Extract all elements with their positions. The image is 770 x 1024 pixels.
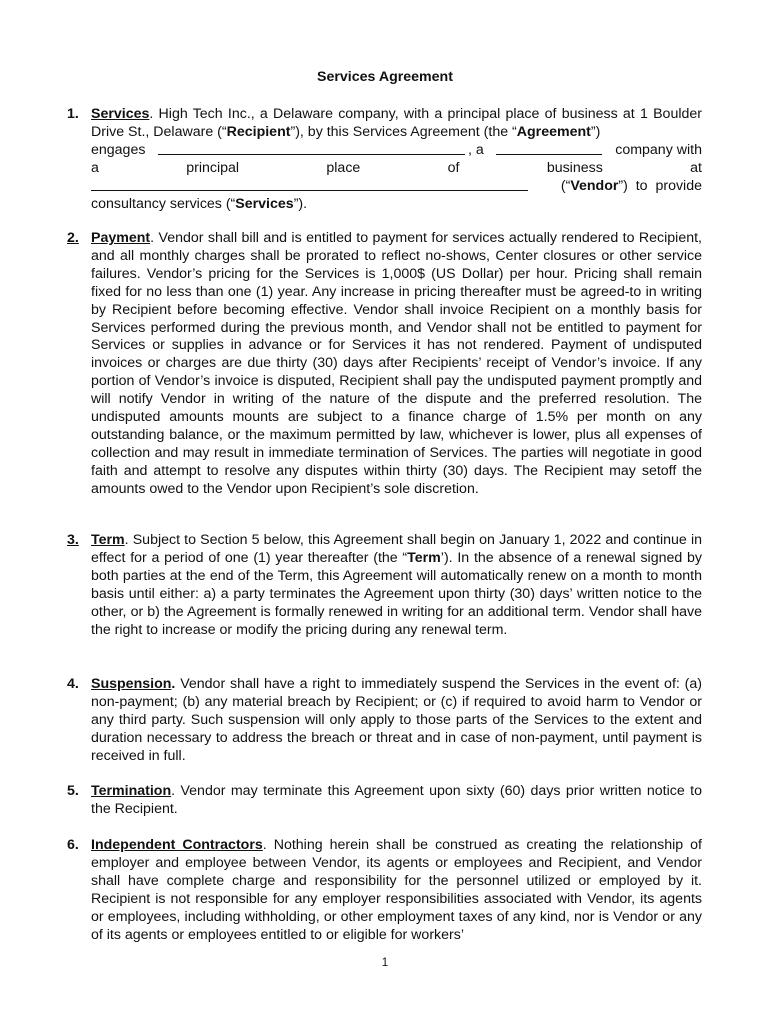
word: principal <box>186 159 240 176</box>
place-of-business-line <box>91 160 702 178</box>
defined-term-vendor: Vendor <box>570 177 619 194</box>
section-text: . Vendor may terminate this Agreement upon sixty (60) days prior written notice to the Recipient. <box>91 783 702 817</box>
section-text: . Subject to Section 5 below, this Agreement shall begin on January 1, 2022 and continue in effect for a period of one (1) year thereafter (the “ <box>91 532 702 566</box>
section-number: 1. <box>67 106 79 122</box>
section-text: . Vendor shall bill and is entitled to payment for services actually rendered to Recipient, and all monthly charges shall be prorated to reflect no-shows, Center closures or other service failures. Vendor’s pricing for the Services is 1,000$ (US Dollar) per hour. Pricing shall remain fixed for no less than one (1) year. Any increase in pricing thereafter must be agreed-to in writing by Recipient before becoming effective. Vendor shall invoice Recipient on a monthly basis for Services performed during the previous month, and Vendor shall not be entitled to payment for Services or supplies in advance or for Services it has not rendered. Payment of undisputed invoices or charges are due thirty (30) days after Recipients’ receipt of Vendor’s invoice. If any portion of Vendor’s invoice is disputed, Recipient shall pay the undisputed payment promptly and will notify Vendor in writing of the nature of the dispute and the preferred resolution. The undisputed amounts mounts are subject to a finance charge of 1.5% per month on any outstanding balance, or the maximum permitted by law, whichever is lower, plus all expenses of collection and may result in immediate termination of Services. The parties will negotiate in good faith and attempt to resolve any disputes within thirty (30) days. The Recipient may setoff the amounts owed to the Vendor upon Recipient’s sole discretion. <box>91 230 702 497</box>
section-heading: Term <box>91 532 125 548</box>
section-text: ”), by this Services Agreement (the “ <box>290 123 517 140</box>
section-number: 2. <box>67 230 79 246</box>
comma-a-text: , a <box>467 141 484 158</box>
section-text: . Nothing herein shall be construed as creating the relationship of employer and employee between Vendor, its agents or employees and Recipient, and Vendor shall have complete charge and responsibility for the personnel utilized or employed by it. Recipient is not responsible for any employer responsibilities associated with Vendor, its agents or employees, including withholding, or other employment taxes of any kind, nor is Vendor or any of its agents or employees entitled to or eligible for workers’ <box>91 837 702 943</box>
section-text: consultancy services (“ <box>91 195 236 212</box>
section-suspension <box>67 676 702 766</box>
section-heading: Suspension <box>91 676 172 692</box>
word: place <box>326 159 361 176</box>
section-heading: Payment <box>91 230 151 246</box>
section-heading: Services <box>91 106 150 122</box>
section-text: ”) <box>590 123 601 140</box>
word: at <box>690 159 702 176</box>
section-number: 3. <box>67 532 79 548</box>
defined-term-recipient: Recipient <box>226 123 291 140</box>
document-title: Services Agreement <box>317 69 453 85</box>
defined-term-services: Services <box>235 195 294 212</box>
section-services <box>67 106 702 213</box>
section-number: 4. <box>67 676 79 692</box>
word: of <box>447 159 460 176</box>
section-text: ”). <box>293 195 308 212</box>
section-termination <box>67 783 702 819</box>
section-heading: Termination <box>91 783 172 799</box>
section-term <box>67 532 702 639</box>
section-number: 6. <box>67 837 79 853</box>
section-text: Vendor shall have a right to immediately suspend the Services in the event of: (a) non-payment; (b) any material breach by Recipient; or (c) if required to avoid harm to Vendor or any third party. Such suspension will only apply to those parts of the Services to the extent and duration necessary to address the breach or threat and in case of non-payment, until payment is received in full. <box>91 676 702 764</box>
company-with-text: company with <box>615 141 702 158</box>
engages-text: engages <box>91 141 146 158</box>
section-services-paragraph <box>91 106 702 142</box>
section-payment <box>67 230 702 499</box>
section-text: ’). In the absence of a renewal signed by both parties at the end of the Term, this Agreement will automatically renew on a month to month basis until either: a) a party terminates the Agreement upon thirty (30) days’ written notice to the other, or b) the Agreement is formally renewed in writing for an additional term. Vendor shall have the right to increase or modify the pricing during any renewal term. <box>91 549 702 638</box>
heading-period: . <box>171 676 176 692</box>
address-line <box>91 178 702 196</box>
vendor-address-blank[interactable] <box>91 178 528 191</box>
section-independent-contractors <box>67 837 702 944</box>
word: a <box>91 159 99 176</box>
vendor-definition <box>561 178 702 196</box>
word: business <box>546 159 603 176</box>
quote-open: (“ <box>560 177 571 194</box>
vendor-name-blank[interactable] <box>158 142 465 155</box>
vendor-jurisdiction-blank[interactable] <box>496 142 602 155</box>
section-heading: Independent Contractors <box>91 837 263 853</box>
defined-term-agreement: Agreement <box>516 123 591 140</box>
page-number: 1 <box>381 957 389 969</box>
to-provide-text: ”) to provide <box>618 177 702 194</box>
consultancy-line <box>91 196 702 214</box>
defined-term-term: Term <box>407 549 441 566</box>
section-number: 5. <box>67 783 79 799</box>
engages-line <box>91 142 702 160</box>
section-text: . High Tech Inc., a Delaware company, with a principal place of business at 1 Boulder Drive St., Delaware (“ <box>91 106 702 140</box>
